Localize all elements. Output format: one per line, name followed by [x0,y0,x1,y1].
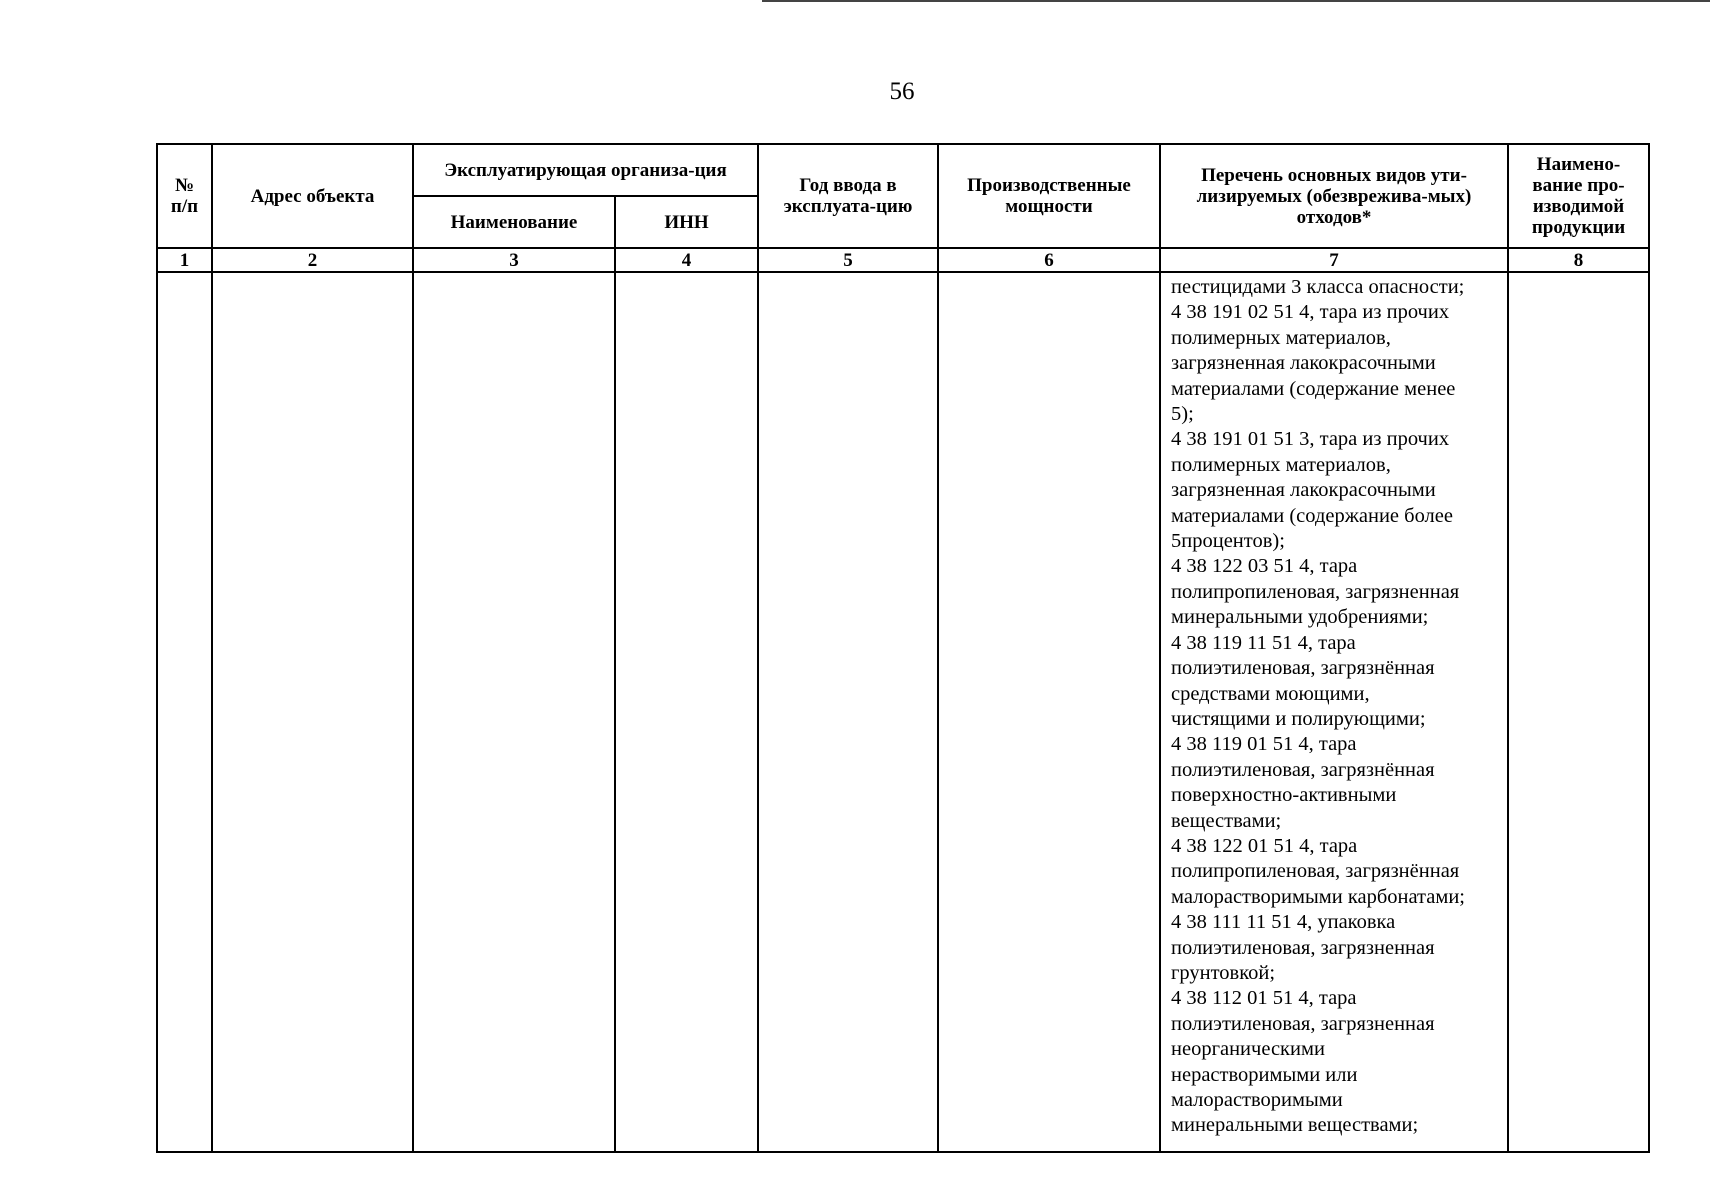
waste-line: средствами моющими, [1171,682,1370,705]
cell-address [212,272,413,1152]
waste-line: загрязненная лакокрасочными [1171,352,1436,375]
waste-line: полимерных материалов, [1171,326,1391,349]
waste-line: чистящими и полирующими; [1171,707,1426,730]
waste-line: 4 38 112 01 51 4, тара [1171,987,1357,1010]
column-number: 2 [212,248,413,272]
waste-line: малорастворимыми [1171,1089,1343,1111]
waste-line: малорастворимыми карбонатами; [1171,885,1465,908]
waste-facilities-table [156,143,1650,1153]
header-operating-org [413,144,758,196]
header-num [157,144,212,248]
waste-line: полипропиленовая, загрязнённая [1171,860,1460,883]
cell-inn [615,272,758,1152]
waste-line: полиэтиленовая, загрязнённая [1171,758,1435,781]
header-address: Адрес объекта [212,144,413,248]
header-inn: ИНН [615,196,758,248]
header-waste-list [1160,144,1508,248]
cell-waste-list [1160,272,1508,1152]
header-waste-list-text: Перечень основных видов ути-лизируемых (обезврежива-мых) отходов* [1196,164,1472,228]
column-number: 6 [938,248,1160,272]
waste-line: поверхностно-активными [1171,784,1397,807]
cell-num [157,272,212,1152]
cell-product [1508,272,1649,1152]
waste-line: полимерных материалов, [1171,453,1391,476]
waste-line: полиэтиленовая, загрязненная [1171,1012,1435,1035]
waste-line: 5процентов); [1171,530,1285,553]
waste-line: 4 38 119 01 51 4, тара [1171,733,1357,756]
waste-line: 4 38 111 11 51 4, упаковка [1171,911,1396,934]
header-product-text: Наимено-вание про-изводимой продукции [1531,154,1626,238]
header-year-text: Год ввода в эксплуата-цию [783,175,913,217]
waste-line: 4 38 191 02 51 4, тара из прочих [1171,301,1450,324]
waste-line: материалами (содержание более [1171,504,1453,527]
waste-line: грунтовкой; [1171,961,1276,984]
waste-line: минеральными удобрениями; [1171,606,1429,629]
page-number: 56 [889,78,915,105]
cell-year [758,272,938,1152]
header-product [1508,144,1649,248]
column-number: 5 [758,248,938,272]
waste-line: материалами (содержание менее [1171,377,1456,400]
waste-line: загрязненная лакокрасочными [1171,479,1436,502]
waste-line: 4 38 119 11 51 4, тара [1171,631,1356,654]
header-capacity [938,144,1160,248]
waste-line: 4 38 122 03 51 4, тара [1171,555,1358,578]
column-number: 8 [1508,248,1649,272]
waste-line: полиэтиленовая, загрязненная [1171,936,1435,959]
column-number: 1 [157,248,212,272]
waste-line: 5); [1171,403,1194,426]
column-number: 7 [1160,248,1508,272]
waste-line: полипропиленовая, загрязненная [1171,580,1460,603]
header-capacity-text: Производственные мощности [967,175,1131,217]
header-num-text: № п/п [170,175,199,217]
cell-org-name [413,272,615,1152]
column-number: 4 [615,248,758,272]
top-rule [762,0,1710,2]
column-number: 3 [413,248,615,272]
cell-capacity [938,272,1160,1152]
header-org-name: Наименование [413,196,615,248]
waste-line: полиэтиленовая, загрязнённая [1171,657,1435,680]
header-operating-org-text: Эксплуатирующая организа-ция [444,159,727,181]
waste-line: неорганическими [1171,1038,1325,1061]
header-year [758,144,938,248]
waste-line: веществами; [1171,809,1282,832]
waste-line: нерастворимыми или [1171,1063,1358,1086]
waste-line: минеральными веществами; [1171,1114,1419,1137]
table-row [157,272,1649,1152]
waste-line: 4 38 122 01 51 4, тара [1171,834,1358,857]
waste-line: 4 38 191 01 51 3, тара из прочих [1171,428,1450,451]
waste-line: пестицидами 3 класса опасности; [1171,276,1465,298]
